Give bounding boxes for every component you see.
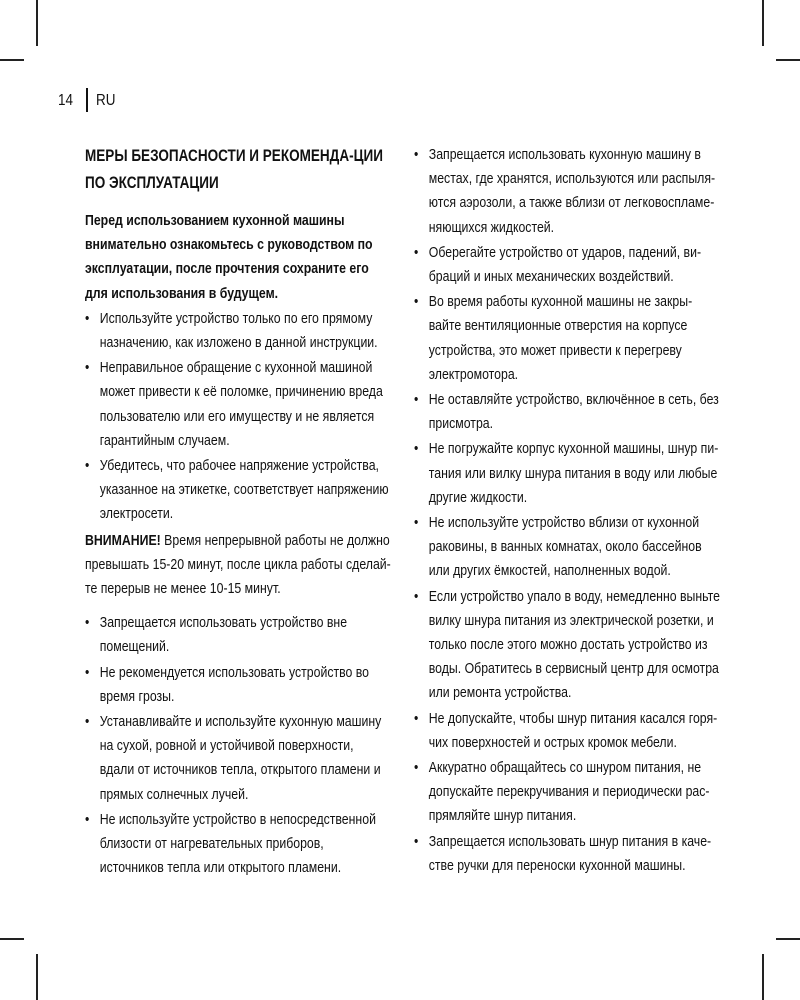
intro-paragraph: Перед использованием кухонной машины внимательно ознакомьтесь с руководством по эксплуатации, после прочтения сохраните его для использования в будущем. xyxy=(85,212,373,302)
list-item: • Не допускайте, чтобы шнур питания касался горя-чих поверхностей и острых кромок мебели. xyxy=(414,707,720,755)
list-item: • Не используйте устройство вблизи от кухонной раковины, в ванных комнатах, около бассейнов или других ёмкостей, наполненных водой. xyxy=(414,511,720,584)
list-item: • Запрещается использовать устройство вне помещений. xyxy=(85,611,391,659)
crop-mark-bottom-right-h xyxy=(776,938,800,940)
page-number: 14 xyxy=(58,92,73,109)
crop-mark-bottom-left-h xyxy=(0,938,24,940)
bullet-list-placement xyxy=(85,611,391,880)
bullet-list-general xyxy=(85,307,391,527)
right-column xyxy=(414,143,720,879)
list-item: • Если устройство упало в воду, немедленно выньте вилку шнура питания из электрической розетки, и только после этого можно достать устройство из воды. Обратитесь в сервисный центр для осмотра или ремонта устройства. xyxy=(414,585,720,706)
crop-mark-top-left-h xyxy=(0,59,24,61)
warning-paragraph xyxy=(85,529,391,602)
crop-mark-top-left-v xyxy=(36,0,38,46)
page-language: RU xyxy=(96,92,116,109)
list-item: • Запрещается использовать кухонную машину в местах, где хранятся, используются или распыля-ются аэрозоли, а также вблизи от легковоспламе-няющихся жидкостей. xyxy=(414,143,720,240)
list-item: • Аккуратно обращайтесь со шнуром питания, не допускайте перекручивания и периодически рас-прямляйте шнур питания. xyxy=(414,756,720,829)
list-item: • Не рекомендуется использовать устройство во время грозы. xyxy=(85,661,391,709)
left-column xyxy=(85,143,391,881)
list-item: • Запрещается использовать шнур питания в каче-стве ручки для переноски кухонной машины. xyxy=(414,830,720,878)
list-item: • Устанавливайте и используйте кухонную машину на сухой, ровной и устойчивой поверхности, вдали от источников тепла, открытого пламени и прямых солнечных лучей. xyxy=(85,710,391,807)
list-item: • Во время работы кухонной машины не закры-вайте вентиляционные отверстия на корпусе устройства, это может привести к перегреву электромотора. xyxy=(414,290,720,387)
warning-text: Время непрерывной работы не должно превышать 15-20 минут, после цикла работы сделай-те перерыв не менее 10-15 минут. xyxy=(85,531,391,598)
list-item: • Не используйте устройство в непосредственной близости от нагревательных приборов, источников тепла или открытого пламени. xyxy=(85,808,391,881)
section-heading: МЕРЫ БЕЗОПАСНОСТИ И РЕКОМЕНДА-ЦИИ ПО ЭКСПЛУАТАЦИИ xyxy=(85,147,383,192)
page-header-divider xyxy=(86,88,88,112)
list-item: • Не погружайте корпус кухонной машины, шнур пи-тания или вилку шнура питания в воду или любые другие жидкости. xyxy=(414,437,720,510)
crop-mark-bottom-right-v xyxy=(762,954,764,1000)
bullet-list-safety xyxy=(414,143,720,878)
list-item: • Оберегайте устройство от ударов, падений, ви-браций и иных механических воздействий. xyxy=(414,241,720,289)
list-item: • Убедитесь, что рабочее напряжение устройства, указанное на этикетке, соответствует напряжению электросети. xyxy=(85,454,391,527)
list-item: • Не оставляйте устройство, включённое в сеть, без присмотра. xyxy=(414,388,720,436)
crop-mark-top-right-h xyxy=(776,59,800,61)
crop-mark-top-right-v xyxy=(762,0,764,46)
warning-label: ВНИМАНИЕ! xyxy=(85,531,161,549)
list-item: • Неправильное обращение с кухонной машиной может привести к её поломке, причинению вреда пользователю или его имуществу и не является гарантийным случаем. xyxy=(85,356,391,453)
list-item: • Используйте устройство только по его прямому назначению, как изложено в данной инструкции. xyxy=(85,307,391,355)
crop-mark-bottom-left-v xyxy=(36,954,38,1000)
